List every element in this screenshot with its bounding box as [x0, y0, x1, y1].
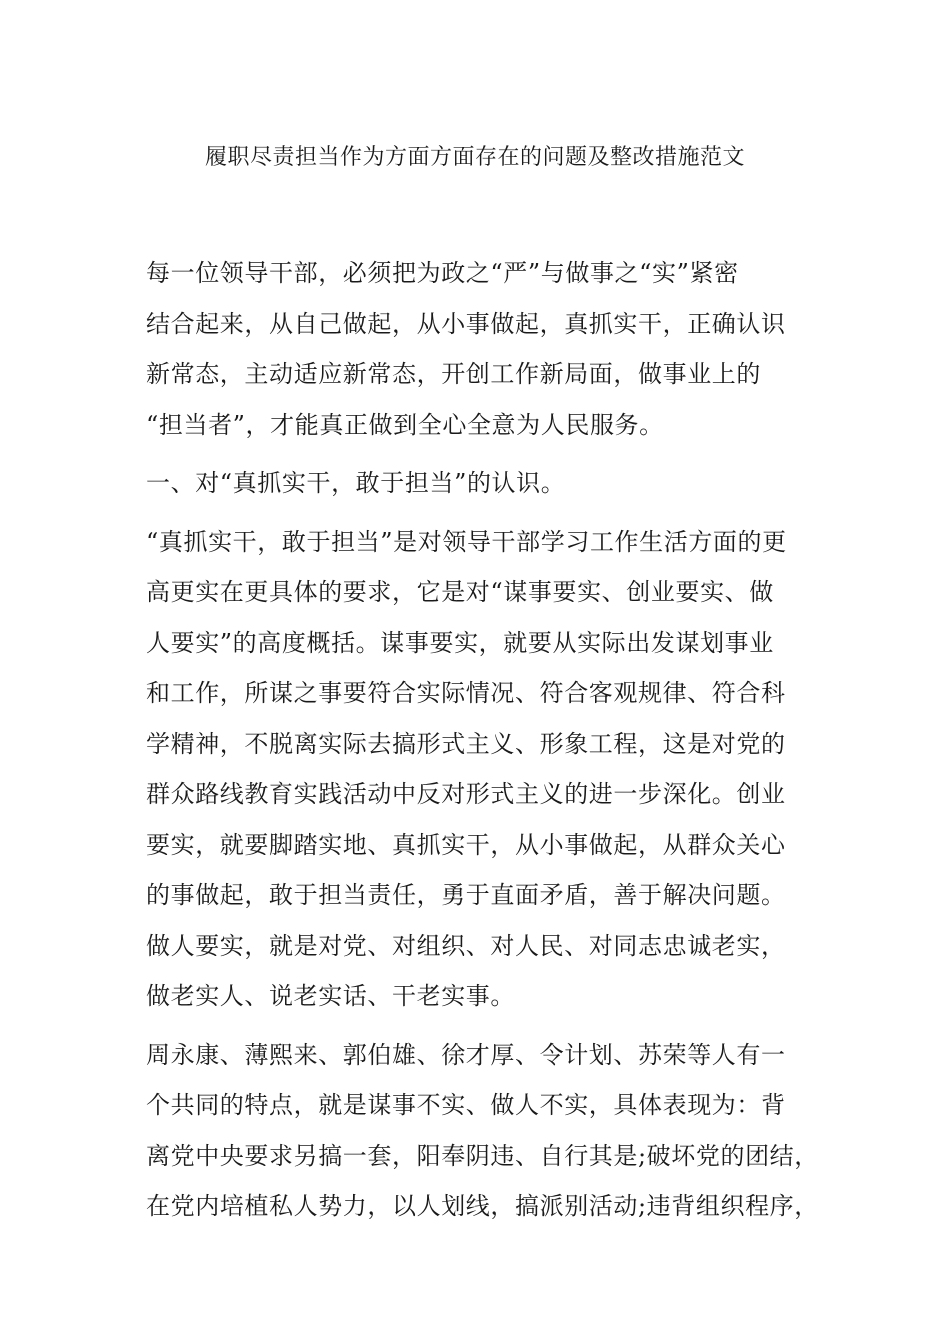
paragraph-understanding	[146, 517, 818, 1022]
text-line: 新常态，主动适应新常态，开创工作新局面，做事业上的	[146, 360, 761, 388]
document-body	[146, 248, 818, 1232]
text-line: “真抓实干，敢于担当”是对领导干部学习工作生活方面的更	[146, 527, 787, 556]
text-line: 要实，就要脚踏实地、真抓实干，从小事做起，从群众关心	[146, 830, 786, 859]
text-line: 结合起来，从自己做起，从小事做起，真抓实干，正确认识	[146, 309, 786, 338]
text-line: 周永康、薄熙来、郭伯雄、徐才厚、令计划、苏荣等人有一	[146, 1040, 786, 1069]
heading-line: 一、对“真抓实干，敢于担当”的认识。	[146, 469, 566, 497]
section-heading	[146, 458, 818, 509]
text-line: 的事做起，敢于担当责任，勇于直面矛盾，善于解决问题。	[146, 881, 786, 909]
text-line: 做老实人、说老实话、干老实事。	[146, 982, 515, 1010]
text-line: 做人要实，就是对党、对组织、对人民、对同志忠诚老实，	[146, 931, 786, 960]
text-line: 和工作，所谋之事要符合实际情况、符合客观规律、符合科	[146, 679, 786, 707]
text-line: “担当者”，才能真正做到全心全意为人民服务。	[146, 410, 664, 439]
text-line: 个共同的特点，就是谋事不实、做人不实，具体表现为：背	[146, 1091, 786, 1119]
document-title: 履职尽责担当作为方面方面存在的问题及整改措施范文	[204, 145, 745, 170]
paragraph-intro	[146, 248, 818, 450]
text-line: 高更实在更具体的要求，它是对“谋事要实、创业要实、做	[146, 578, 774, 606]
text-line: 在党内培植私人势力，以人划线，搞派别活动;违背组织程序，	[146, 1192, 819, 1220]
paragraph-gap	[146, 450, 818, 458]
text-line: 群众路线教育实践活动中反对形式主义的进一步深化。创业	[146, 780, 786, 808]
paragraph-examples	[146, 1030, 818, 1232]
paragraph-gap	[146, 1022, 818, 1030]
text-line: 学精神，不脱离实际去搞形式主义、形象工程，这是对党的	[146, 729, 786, 758]
paragraph-gap	[146, 509, 818, 517]
text-line: 人要实”的高度概括。谋事要实，就要从实际出发谋划事业	[146, 628, 774, 657]
text-line: 每一位领导干部，必须把为政之“严”与做事之“实”紧密	[146, 259, 739, 287]
text-line: 离党中央要求另搞一套，阳奉阴违、自行其是;破坏党的团结，	[146, 1141, 819, 1170]
